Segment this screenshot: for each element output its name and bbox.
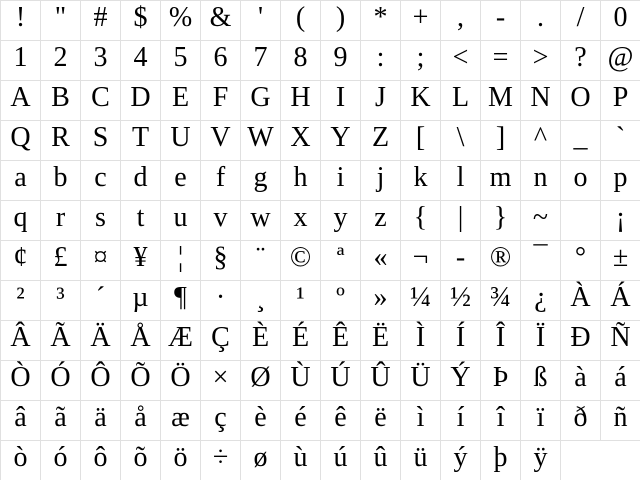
glyph-cell[interactable]: Ä: [81, 321, 121, 361]
glyph-cell[interactable]: º: [321, 281, 361, 321]
glyph-cell[interactable]: ¢: [1, 241, 41, 281]
glyph-cell[interactable]: ©: [281, 241, 321, 281]
glyph-cell[interactable]: /: [561, 1, 601, 41]
glyph-cell[interactable]: å: [121, 401, 161, 441]
glyph-cell[interactable]: ö: [161, 441, 201, 480]
glyph-cell[interactable]: 2: [41, 41, 81, 81]
glyph-cell[interactable]: Ë: [361, 321, 401, 361]
glyph-cell[interactable]: ò: [1, 441, 41, 480]
glyph-cell[interactable]: ¦: [161, 241, 201, 281]
glyph-cell[interactable]: 0: [601, 1, 640, 41]
glyph-cell[interactable]: \: [441, 121, 481, 161]
glyph-cell[interactable]: ¹: [281, 281, 321, 321]
glyph-cell[interactable]: W: [241, 121, 281, 161]
glyph-cell[interactable]: ñ: [601, 401, 640, 441]
glyph-cell[interactable]: Ö: [161, 361, 201, 401]
glyph-cell[interactable]: E: [161, 81, 201, 121]
glyph-cell[interactable]: Y: [321, 121, 361, 161]
glyph-cell[interactable]: µ: [121, 281, 161, 321]
glyph-cell[interactable]: #: [81, 1, 121, 41]
glyph-cell[interactable]: Ê: [321, 321, 361, 361]
glyph-cell[interactable]: }: [481, 201, 521, 241]
glyph-cell[interactable]: {: [401, 201, 441, 241]
glyph-cell[interactable]: z: [361, 201, 401, 241]
glyph-cell[interactable]: ç: [201, 401, 241, 441]
glyph-cell[interactable]: ú: [321, 441, 361, 480]
glyph-cell[interactable]: [: [401, 121, 441, 161]
glyph-cell[interactable]: Ñ: [601, 321, 640, 361]
glyph-cell[interactable]: ¡: [601, 201, 640, 241]
glyph-cell[interactable]: I: [321, 81, 361, 121]
glyph-cell[interactable]: ×: [201, 361, 241, 401]
glyph-cell[interactable]: ð: [561, 401, 601, 441]
glyph-cell[interactable]: ï: [521, 401, 561, 441]
glyph-cell[interactable]: -: [441, 241, 481, 281]
glyph-cell[interactable]: °: [561, 241, 601, 281]
glyph-cell[interactable]: Î: [481, 321, 521, 361]
glyph-cell[interactable]: À: [561, 281, 601, 321]
glyph-cell[interactable]: ": [41, 1, 81, 41]
glyph-cell[interactable]: Û: [361, 361, 401, 401]
glyph-cell[interactable]: c: [81, 161, 121, 201]
glyph-cell[interactable]: [561, 201, 601, 241]
glyph-cell[interactable]: ì: [401, 401, 441, 441]
glyph-cell[interactable]: h: [281, 161, 321, 201]
glyph-cell[interactable]: P: [601, 81, 640, 121]
glyph-cell[interactable]: Ç: [201, 321, 241, 361]
glyph-cell[interactable]: Ü: [401, 361, 441, 401]
glyph-cell[interactable]: M: [481, 81, 521, 121]
glyph-cell[interactable]: ¸: [241, 281, 281, 321]
glyph-cell[interactable]: B: [41, 81, 81, 121]
glyph-cell[interactable]: ²: [1, 281, 41, 321]
glyph-cell[interactable]: o: [561, 161, 601, 201]
glyph-cell[interactable]: N: [521, 81, 561, 121]
glyph-cell[interactable]: û: [361, 441, 401, 480]
glyph-cell[interactable]: &: [201, 1, 241, 41]
glyph-cell[interactable]: â: [1, 401, 41, 441]
glyph-cell[interactable]: $: [121, 1, 161, 41]
glyph-cell[interactable]: e: [161, 161, 201, 201]
glyph-cell[interactable]: v: [201, 201, 241, 241]
glyph-cell[interactable]: ß: [521, 361, 561, 401]
glyph-cell[interactable]: <: [441, 41, 481, 81]
glyph-cell[interactable]: è: [241, 401, 281, 441]
glyph-cell[interactable]: =: [481, 41, 521, 81]
glyph-cell[interactable]: ê: [321, 401, 361, 441]
glyph-cell[interactable]: ,: [441, 1, 481, 41]
glyph-cell[interactable]: @: [601, 41, 640, 81]
glyph-cell[interactable]: Á: [601, 281, 640, 321]
glyph-cell[interactable]: :: [361, 41, 401, 81]
glyph-cell[interactable]: ë: [361, 401, 401, 441]
glyph-cell[interactable]: i: [321, 161, 361, 201]
glyph-cell[interactable]: Ò: [1, 361, 41, 401]
glyph-cell[interactable]: H: [281, 81, 321, 121]
glyph-cell[interactable]: ^: [521, 121, 561, 161]
glyph-cell[interactable]: «: [361, 241, 401, 281]
glyph-cell[interactable]: f: [201, 161, 241, 201]
glyph-cell[interactable]: w: [241, 201, 281, 241]
glyph-cell[interactable]: n: [521, 161, 561, 201]
glyph-cell[interactable]: 1: [1, 41, 41, 81]
glyph-cell[interactable]: X: [281, 121, 321, 161]
glyph-cell[interactable]: ): [321, 1, 361, 41]
glyph-cell[interactable]: 7: [241, 41, 281, 81]
glyph-cell[interactable]: §: [201, 241, 241, 281]
glyph-cell[interactable]: R: [41, 121, 81, 161]
glyph-cell[interactable]: 3: [81, 41, 121, 81]
glyph-cell[interactable]: `: [601, 121, 640, 161]
glyph-cell[interactable]: ã: [41, 401, 81, 441]
glyph-cell[interactable]: u: [161, 201, 201, 241]
glyph-cell[interactable]: 8: [281, 41, 321, 81]
glyph-cell[interactable]: ¨: [241, 241, 281, 281]
glyph-cell[interactable]: d: [121, 161, 161, 201]
glyph-cell[interactable]: _: [561, 121, 601, 161]
glyph-cell[interactable]: Í: [441, 321, 481, 361]
glyph-cell[interactable]: Ð: [561, 321, 601, 361]
glyph-cell[interactable]: ª: [321, 241, 361, 281]
glyph-cell[interactable]: g: [241, 161, 281, 201]
glyph-cell[interactable]: É: [281, 321, 321, 361]
glyph-cell[interactable]: ~: [521, 201, 561, 241]
glyph-cell[interactable]: ¼: [401, 281, 441, 321]
glyph-cell[interactable]: 5: [161, 41, 201, 81]
glyph-cell[interactable]: m: [481, 161, 521, 201]
glyph-cell[interactable]: Ô: [81, 361, 121, 401]
glyph-cell[interactable]: ù: [281, 441, 321, 480]
glyph-cell[interactable]: V: [201, 121, 241, 161]
glyph-cell[interactable]: Q: [1, 121, 41, 161]
glyph-cell[interactable]: 6: [201, 41, 241, 81]
glyph-cell[interactable]: !: [1, 1, 41, 41]
glyph-cell[interactable]: ø: [241, 441, 281, 480]
glyph-cell[interactable]: ³: [41, 281, 81, 321]
glyph-cell[interactable]: ]: [481, 121, 521, 161]
glyph-cell[interactable]: p: [601, 161, 640, 201]
glyph-cell[interactable]: ½: [441, 281, 481, 321]
glyph-cell[interactable]: ¥: [121, 241, 161, 281]
glyph-cell[interactable]: K: [401, 81, 441, 121]
glyph-cell[interactable]: ?: [561, 41, 601, 81]
glyph-cell[interactable]: r: [41, 201, 81, 241]
glyph-cell[interactable]: Ú: [321, 361, 361, 401]
glyph-cell[interactable]: ÿ: [521, 441, 561, 480]
glyph-cell[interactable]: ô: [81, 441, 121, 480]
glyph-cell[interactable]: t: [121, 201, 161, 241]
glyph-cell[interactable]: q: [1, 201, 41, 241]
glyph-cell[interactable]: ó: [41, 441, 81, 480]
glyph-cell[interactable]: ±: [601, 241, 640, 281]
glyph-cell[interactable]: È: [241, 321, 281, 361]
glyph-cell[interactable]: b: [41, 161, 81, 201]
glyph-cell[interactable]: ®: [481, 241, 521, 281]
glyph-cell[interactable]: ¾: [481, 281, 521, 321]
glyph-cell[interactable]: >: [521, 41, 561, 81]
glyph-cell[interactable]: +: [401, 1, 441, 41]
glyph-cell[interactable]: x: [281, 201, 321, 241]
glyph-cell[interactable]: Þ: [481, 361, 521, 401]
glyph-cell[interactable]: j: [361, 161, 401, 201]
glyph-cell[interactable]: %: [161, 1, 201, 41]
glyph-cell[interactable]: *: [361, 1, 401, 41]
glyph-cell[interactable]: ¤: [81, 241, 121, 281]
glyph-cell[interactable]: æ: [161, 401, 201, 441]
glyph-cell[interactable]: Ý: [441, 361, 481, 401]
glyph-cell[interactable]: s: [81, 201, 121, 241]
glyph-cell[interactable]: O: [561, 81, 601, 121]
glyph-cell[interactable]: L: [441, 81, 481, 121]
glyph-cell[interactable]: ´: [81, 281, 121, 321]
glyph-cell[interactable]: ä: [81, 401, 121, 441]
glyph-cell[interactable]: Â: [1, 321, 41, 361]
glyph-cell[interactable]: (: [281, 1, 321, 41]
glyph-cell[interactable]: G: [241, 81, 281, 121]
glyph-cell[interactable]: Å: [121, 321, 161, 361]
glyph-cell[interactable]: í: [441, 401, 481, 441]
glyph-cell[interactable]: ¬: [401, 241, 441, 281]
glyph-cell[interactable]: Ã: [41, 321, 81, 361]
glyph-cell[interactable]: Z: [361, 121, 401, 161]
glyph-cell[interactable]: y: [321, 201, 361, 241]
glyph-cell[interactable]: õ: [121, 441, 161, 480]
glyph-cell[interactable]: é: [281, 401, 321, 441]
glyph-cell[interactable]: à: [561, 361, 601, 401]
glyph-cell[interactable]: S: [81, 121, 121, 161]
glyph-cell[interactable]: C: [81, 81, 121, 121]
glyph-cell[interactable]: T: [121, 121, 161, 161]
glyph-cell[interactable]: ·: [201, 281, 241, 321]
glyph-cell[interactable]: ': [241, 1, 281, 41]
glyph-cell[interactable]: ¿: [521, 281, 561, 321]
glyph-cell[interactable]: þ: [481, 441, 521, 480]
glyph-cell[interactable]: ¯: [521, 241, 561, 281]
glyph-cell[interactable]: ü: [401, 441, 441, 480]
glyph-cell[interactable]: ý: [441, 441, 481, 480]
glyph-cell[interactable]: Ì: [401, 321, 441, 361]
glyph-cell[interactable]: k: [401, 161, 441, 201]
glyph-cell[interactable]: Õ: [121, 361, 161, 401]
glyph-cell[interactable]: ÷: [201, 441, 241, 480]
glyph-cell[interactable]: .: [521, 1, 561, 41]
glyph-cell[interactable]: Ù: [281, 361, 321, 401]
glyph-cell[interactable]: Ø: [241, 361, 281, 401]
glyph-cell[interactable]: l: [441, 161, 481, 201]
glyph-cell[interactable]: î: [481, 401, 521, 441]
glyph-cell[interactable]: Æ: [161, 321, 201, 361]
glyph-cell[interactable]: 9: [321, 41, 361, 81]
glyph-cell[interactable]: ¶: [161, 281, 201, 321]
glyph-cell[interactable]: -: [481, 1, 521, 41]
glyph-cell[interactable]: ;: [401, 41, 441, 81]
glyph-cell[interactable]: a: [1, 161, 41, 201]
glyph-cell[interactable]: Ó: [41, 361, 81, 401]
glyph-cell[interactable]: U: [161, 121, 201, 161]
glyph-cell[interactable]: F: [201, 81, 241, 121]
glyph-cell[interactable]: 4: [121, 41, 161, 81]
glyph-cell[interactable]: J: [361, 81, 401, 121]
glyph-cell[interactable]: »: [361, 281, 401, 321]
glyph-cell[interactable]: £: [41, 241, 81, 281]
glyph-cell[interactable]: |: [441, 201, 481, 241]
glyph-cell[interactable]: Ï: [521, 321, 561, 361]
glyph-cell[interactable]: á: [601, 361, 640, 401]
glyph-cell[interactable]: D: [121, 81, 161, 121]
glyph-cell[interactable]: A: [1, 81, 41, 121]
